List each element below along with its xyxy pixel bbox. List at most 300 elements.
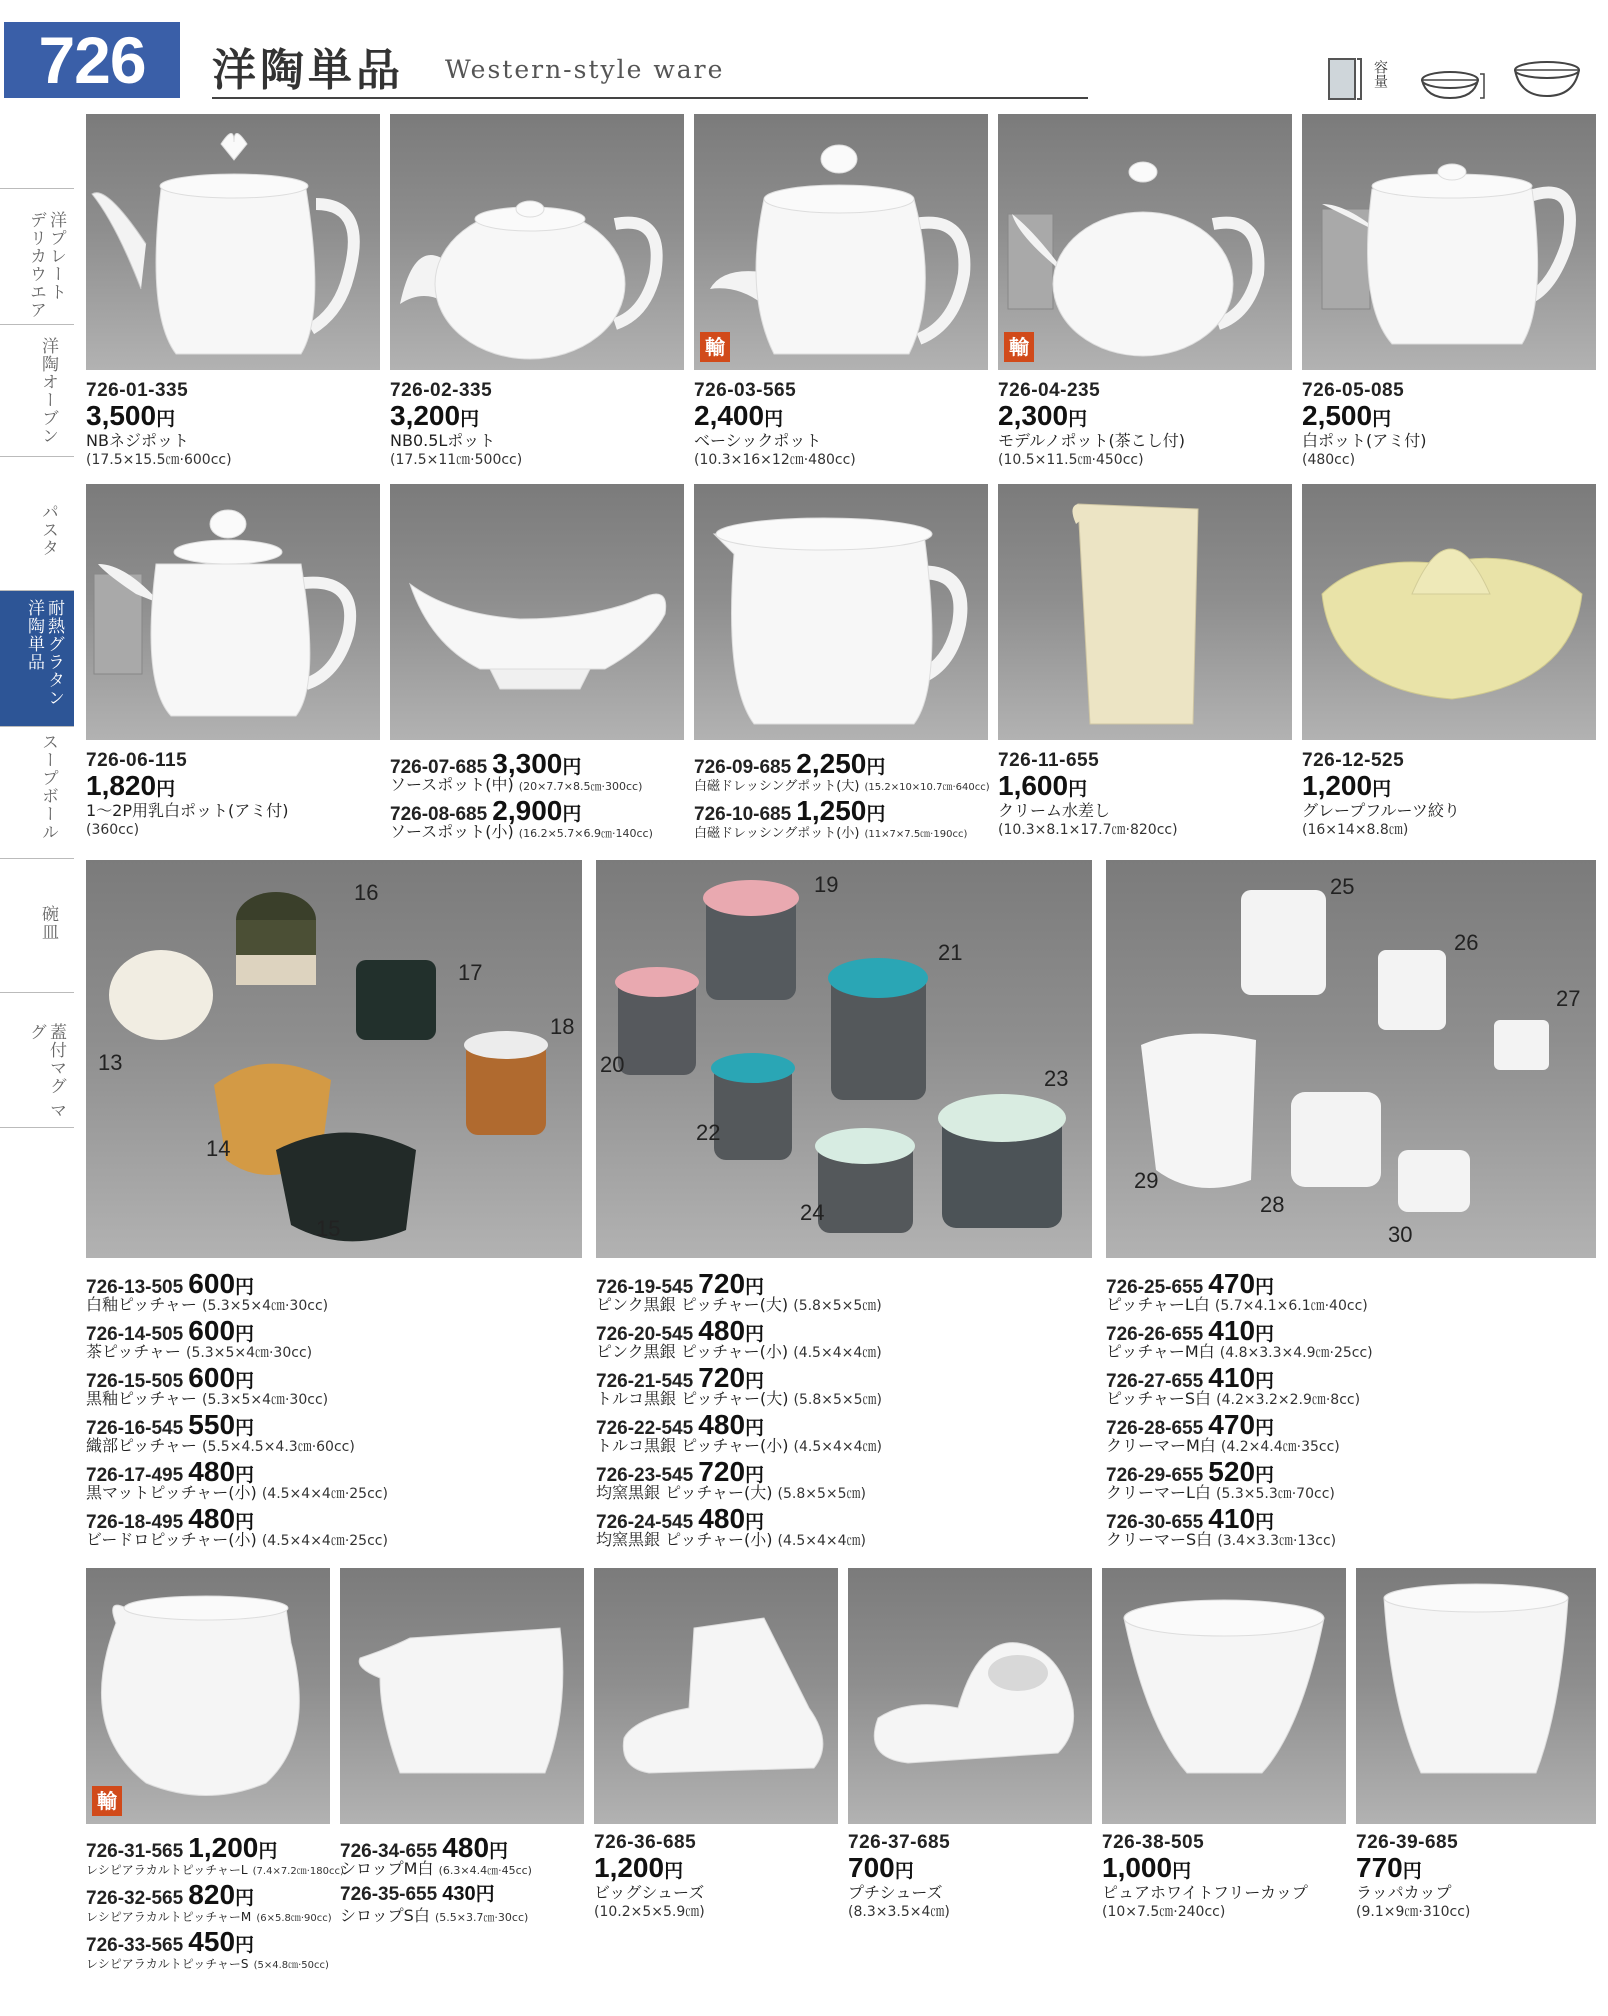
currency-unit: 円 [1255, 1512, 1275, 1533]
product-line [1106, 1503, 1373, 1534]
product-line [596, 1530, 882, 1550]
product-code: 726-22-545 [596, 1418, 694, 1439]
product-line [694, 822, 990, 842]
product-code: 726-15-505 [86, 1371, 184, 1392]
sidebar-item-pasta[interactable] [0, 456, 74, 591]
product-price: 2,900円 [492, 795, 582, 826]
product-code: 726-21-545 [596, 1371, 694, 1392]
currency-unit: 円 [1372, 779, 1392, 800]
currency-unit: 円 [235, 1935, 255, 1956]
product-photo-trumpet-cup[interactable] [1356, 1568, 1596, 1824]
currency-unit: 円 [1068, 779, 1088, 800]
product-price: 3,200円 [390, 400, 480, 431]
product-line [596, 1342, 882, 1362]
page-title: 洋陶単品 [212, 45, 404, 96]
sidebar-item-cup-saucer[interactable] [0, 858, 74, 993]
capacity-icon-label: 容量 [1372, 60, 1388, 88]
bowl-height-icon [1512, 58, 1582, 100]
product-line [86, 1832, 344, 1863]
product-spec: (5.3×5.3㎝·70cc) [1216, 1486, 1335, 1502]
product-price: 480円 [442, 1832, 509, 1863]
sidebar-item-label: 耐熱グラタン 洋陶単品 [24, 599, 64, 707]
product-code: 726-24-545 [596, 1512, 694, 1533]
product-spec: (20×7.7×8.5㎝·300cc) [518, 780, 643, 793]
product-line [86, 1859, 344, 1879]
product-line [694, 775, 990, 795]
product-photo-pitchers-13-18[interactable] [86, 860, 582, 1258]
product-name: クリーマーL白 [1106, 1483, 1211, 1502]
product-code: 726-07-685 [390, 757, 488, 778]
product-name: ビッグシューズ [594, 1883, 705, 1902]
currency-unit: 円 [1255, 1324, 1275, 1345]
product-price: 470円 [1208, 1268, 1275, 1299]
product-spec: (5.8×5×5㎝) [793, 1392, 883, 1408]
currency-unit: 円 [745, 1465, 765, 1486]
product-line [86, 1295, 388, 1315]
product-code: 726-30-655 [1106, 1512, 1204, 1533]
product-price: 480円 [698, 1409, 765, 1440]
item-number-label: 15 [316, 1216, 341, 1241]
currency-unit: 円 [1255, 1418, 1275, 1439]
currency-unit: 円 [1402, 1861, 1422, 1882]
sidebar-item-gratin[interactable] [0, 590, 74, 727]
currency-unit: 円 [1068, 409, 1088, 430]
product-code: 726-11-655 [998, 750, 1100, 771]
product-caption [1356, 1832, 1470, 1921]
product-line [596, 1315, 882, 1346]
currency-unit: 円 [235, 1512, 255, 1533]
import-badge: 輸 [92, 1786, 122, 1816]
product-name: ピッチャーL白 [1106, 1295, 1210, 1314]
product-list-25-30 [1106, 1268, 1373, 1550]
currency-unit: 円 [745, 1277, 765, 1298]
currency-unit: 円 [745, 1512, 765, 1533]
product-name: 茶ピッチャー [86, 1342, 181, 1361]
product-line [86, 1362, 388, 1393]
product-caption-group [694, 748, 990, 842]
page-subtitle: Western-style ware [445, 55, 725, 84]
product-price: 550円 [188, 1409, 255, 1440]
product-code: 726-20-545 [596, 1324, 694, 1345]
product-photo-syrup-pitcher[interactable] [340, 1568, 584, 1824]
currency-unit: 円 [1255, 1465, 1275, 1486]
item-number-label: 18 [550, 1014, 575, 1039]
product-spec: (5.3×5×4㎝·30cc) [185, 1345, 313, 1361]
product-list-13-18 [86, 1268, 388, 1550]
product-photo-big-shoes[interactable] [594, 1568, 838, 1824]
currency-unit: 円 [235, 1465, 255, 1486]
product-spec: (8.3×3.5×4㎝) [848, 1904, 950, 1920]
product-name: グレープフルーツ絞り [1302, 801, 1460, 820]
product-code: 726-31-565 [86, 1841, 184, 1862]
product-photo-cream-pitcher[interactable] [998, 484, 1292, 740]
product-line [596, 1503, 882, 1534]
product-line [390, 748, 653, 779]
product-photo-milk-white-pot[interactable] [86, 484, 380, 740]
product-name: ピュアホワイトフリーカップ [1102, 1883, 1308, 1902]
product-code: 726-16-545 [86, 1418, 184, 1439]
product-name: ソースポット(中) [390, 775, 514, 794]
currency-unit: 円 [745, 1418, 765, 1439]
product-photo-white-pot[interactable] [1302, 114, 1596, 370]
product-spec: (7.4×7.2㎝·180cc) [252, 1866, 344, 1877]
product-name: シロップM白 [340, 1859, 434, 1878]
product-photo-pitchers-25-30[interactable] [1106, 860, 1596, 1258]
product-line [1106, 1483, 1373, 1503]
product-spec: (10×7.5㎝·240cc) [1102, 1904, 1226, 1920]
product-line [86, 1906, 344, 1926]
product-spec: (5.8×5×5㎝) [777, 1486, 867, 1502]
product-spec: (5.8×5×5㎝) [793, 1298, 882, 1314]
product-caption [1302, 750, 1460, 839]
product-spec: (4.5×4×4㎝) [793, 1345, 882, 1361]
product-price: 700円 [848, 1852, 914, 1883]
product-spec: (15.2×10×10.7㎝·640cc) [864, 782, 990, 793]
product-price: 1,200円 [1302, 770, 1392, 801]
product-photo-free-cup[interactable] [1102, 1568, 1346, 1824]
item-number-label: 24 [800, 1200, 825, 1225]
product-photo-pitchers-19-24[interactable] [596, 860, 1092, 1258]
product-code: 726-25-655 [1106, 1277, 1204, 1298]
product-photo-dressing-pot[interactable] [694, 484, 988, 740]
product-code: 726-29-655 [1106, 1465, 1204, 1486]
product-spec: (4.5×4×4㎝·25cc) [261, 1486, 388, 1502]
product-line [1106, 1436, 1373, 1456]
product-code: 726-35-655 [340, 1884, 438, 1905]
product-line [1106, 1530, 1373, 1550]
product-code: 726-36-685 [594, 1832, 697, 1853]
product-name: モデルノポット(茶こし付) [998, 431, 1186, 450]
product-list-19-24 [596, 1268, 882, 1550]
title-divider [212, 97, 1088, 99]
sidebar-item-soup-bowl[interactable] [0, 726, 74, 859]
product-caption [694, 380, 856, 469]
product-price: 2,400円 [694, 400, 784, 431]
product-line [86, 1456, 388, 1487]
product-price: 450円 [188, 1926, 255, 1957]
product-caption [594, 1832, 705, 1921]
product-spec: (9.1×9㎝·310cc) [1356, 1904, 1471, 1920]
page-number: 726 [4, 22, 180, 98]
product-name: ピンク黒銀 ピッチャー(小) [596, 1342, 789, 1361]
product-photo-moderno-pot[interactable] [998, 114, 1292, 370]
product-code: 726-28-655 [1106, 1418, 1204, 1439]
currency-unit: 円 [156, 409, 176, 430]
product-price: 1,820円 [86, 770, 176, 801]
product-spec: (10.3×16×12㎝·480cc) [694, 452, 856, 468]
product-spec: (10.2×5×5.9㎝) [594, 1904, 705, 1920]
product-line [694, 795, 990, 826]
sidebar-item-label: 洋プレート デリカウエア [26, 211, 66, 319]
product-line [596, 1456, 882, 1487]
product-spec: (480cc) [1302, 452, 1356, 468]
product-price: 1,200円 [188, 1832, 278, 1863]
product-line [596, 1483, 882, 1503]
product-price: 2,250円 [796, 748, 886, 779]
product-spec: (17.5×11㎝·500cc) [390, 452, 523, 468]
product-spec: (4.5×4×4㎝·25cc) [261, 1533, 388, 1549]
product-price: 720円 [698, 1362, 765, 1393]
product-caption [86, 750, 289, 839]
product-price: 1,600円 [998, 770, 1088, 801]
product-line [86, 1483, 388, 1503]
currency-unit: 円 [562, 757, 582, 778]
currency-unit: 円 [664, 1861, 684, 1882]
product-line [1106, 1389, 1373, 1409]
product-line [596, 1436, 882, 1456]
product-photo-nb-05l-pot[interactable] [390, 114, 684, 370]
product-name: クリーマーS白 [1106, 1530, 1213, 1549]
product-line [1106, 1295, 1373, 1315]
product-name: ラッパカップ [1356, 1883, 1452, 1902]
product-price: 2,500円 [1302, 400, 1392, 431]
sidebar-item-oven[interactable] [0, 324, 74, 457]
sidebar-item-plate[interactable] [0, 188, 74, 325]
item-number-label: 20 [600, 1052, 625, 1077]
sidebar-item-label: パスタ [38, 503, 58, 557]
product-line [694, 748, 990, 779]
product-caption [998, 380, 1185, 469]
product-caption [1102, 1832, 1308, 1921]
product-code: 726-33-565 [86, 1935, 184, 1956]
item-number-label: 27 [1556, 986, 1581, 1011]
product-code: 726-09-685 [694, 757, 792, 778]
product-spec: (17.5×15.5㎝·600cc) [86, 452, 232, 468]
product-name: ピッチャーS白 [1106, 1389, 1212, 1408]
product-price: 520円 [1208, 1456, 1275, 1487]
product-caption [390, 380, 522, 469]
product-price: 600円 [188, 1315, 255, 1346]
product-photo-petit-shoes[interactable] [848, 1568, 1092, 1824]
product-line [596, 1295, 882, 1315]
product-code: 726-13-505 [86, 1277, 184, 1298]
product-spec: (4.2×3.2×2.9㎝·8cc) [1216, 1392, 1361, 1408]
sidebar-item-label: 碗皿 [38, 905, 58, 941]
product-name: プチシューズ [848, 1883, 943, 1902]
product-photo-nb-screw-pot[interactable] [86, 114, 380, 370]
product-line [86, 1926, 344, 1957]
product-photo-recipe-alacarte-pitcher[interactable] [86, 1568, 330, 1824]
product-price: 410円 [1208, 1503, 1275, 1534]
product-code: 726-14-505 [86, 1324, 184, 1345]
product-line [86, 1503, 388, 1534]
product-spec: (4.2×4.4㎝·35cc) [1220, 1439, 1340, 1455]
item-number-label: 13 [98, 1050, 123, 1075]
product-line [86, 1342, 388, 1362]
product-price: 1,000円 [1102, 1852, 1192, 1883]
product-spec: (6×5.8㎝·90cc) [256, 1913, 332, 1924]
product-name: クリーム水差し [998, 801, 1111, 820]
import-badge: 輸 [700, 332, 730, 362]
product-line [596, 1268, 882, 1299]
currency-unit: 円 [745, 1324, 765, 1345]
item-number-label: 19 [814, 872, 839, 897]
product-line [390, 795, 653, 826]
product-line [596, 1362, 882, 1393]
currency-unit: 円 [764, 409, 784, 430]
product-line [390, 775, 653, 795]
product-price: 480円 [698, 1503, 765, 1534]
product-spec: (5.3×5×4㎝·30cc) [201, 1298, 329, 1314]
product-line [86, 1409, 388, 1440]
product-name: 黒マットピッチャー(小) [86, 1483, 257, 1502]
product-code: 726-34-655 [340, 1841, 438, 1862]
product-spec: (4.5×4×4㎝) [793, 1439, 883, 1455]
product-spec: (3.4×3.3㎝·13cc) [1217, 1533, 1337, 1549]
product-spec: (5×4.8㎝·50cc) [253, 1960, 329, 1971]
item-number-label: 14 [206, 1136, 231, 1161]
product-spec: (10.3×8.1×17.7㎝·820cc) [998, 822, 1178, 838]
product-name: ソースポット(小) [390, 822, 514, 841]
product-line [1106, 1315, 1373, 1346]
product-price: 430円 [442, 1883, 495, 1905]
item-number-label: 29 [1134, 1168, 1159, 1193]
product-spec: (11×7×7.5㎝·190cc) [864, 829, 968, 840]
product-name: ビードロピッチャー(小) [86, 1530, 257, 1549]
product-code: 726-08-685 [390, 804, 488, 825]
item-number-label: 16 [354, 880, 379, 905]
product-spec: (5.3×5×4㎝·30cc) [201, 1392, 329, 1408]
item-number-label: 22 [696, 1120, 721, 1145]
product-line [340, 1832, 532, 1863]
product-price: 470円 [1208, 1409, 1275, 1440]
product-price: 3,300円 [492, 748, 582, 779]
product-line [1106, 1362, 1373, 1393]
product-code: 726-05-085 [1302, 380, 1405, 401]
product-code: 726-19-545 [596, 1277, 694, 1298]
product-name: 白釉ピッチャー [86, 1295, 197, 1314]
product-code: 726-38-505 [1102, 1832, 1205, 1853]
product-caption [86, 380, 232, 469]
currency-unit: 円 [866, 757, 886, 778]
item-number-label: 17 [458, 960, 483, 985]
product-spec: (10.5×11.5㎝·450cc) [998, 452, 1144, 468]
bowl-diameter-icon [1418, 66, 1488, 102]
product-list-34-35 [340, 1832, 532, 1926]
product-caption-group [390, 748, 653, 842]
product-line [1106, 1409, 1373, 1440]
product-price: 410円 [1208, 1362, 1275, 1393]
currency-unit: 円 [235, 1277, 255, 1298]
product-line [340, 1879, 532, 1906]
product-line [86, 1268, 388, 1299]
product-code: 726-27-655 [1106, 1371, 1204, 1392]
product-code: 726-03-565 [694, 380, 797, 401]
currency-unit: 円 [475, 1884, 495, 1905]
product-price: 410円 [1208, 1315, 1275, 1346]
product-name: ピッチャーM白 [1106, 1342, 1215, 1361]
product-name: NB0.5Lポット [390, 431, 496, 450]
currency-unit: 円 [235, 1418, 255, 1439]
item-number-label: 23 [1044, 1066, 1069, 1091]
currency-unit: 円 [1255, 1277, 1275, 1298]
product-price: 480円 [698, 1315, 765, 1346]
currency-unit: 円 [156, 779, 176, 800]
item-number-label: 28 [1260, 1192, 1285, 1217]
product-line [1106, 1268, 1373, 1299]
capacity-icon [1327, 57, 1363, 101]
product-name: レシピアラカルトピッチャーL [86, 1863, 248, 1877]
product-price: 1,200円 [594, 1852, 684, 1883]
product-price: 600円 [188, 1268, 255, 1299]
product-list-31-33 [86, 1832, 344, 1973]
product-spec: (5.7×4.1×6.1㎝·40cc) [1214, 1298, 1368, 1314]
product-name: 1～2P用乳白ポット(アミ付) [86, 801, 289, 820]
item-number-label: 30 [1388, 1222, 1413, 1247]
product-price: 720円 [698, 1456, 765, 1487]
product-line [340, 1906, 532, 1926]
product-name: 黒釉ピッチャー [86, 1389, 197, 1408]
currency-unit: 円 [258, 1841, 278, 1862]
product-spec: (4.5×4×4㎝) [777, 1533, 867, 1549]
product-caption [998, 750, 1178, 839]
product-line [86, 1389, 388, 1409]
product-price: 820円 [188, 1879, 255, 1910]
product-price: 3,500円 [86, 400, 176, 431]
product-code: 726-12-525 [1302, 750, 1405, 771]
product-photo-sauce-pot[interactable] [390, 484, 684, 740]
product-price: 1,250円 [796, 795, 886, 826]
product-spec: (6.3×4.4㎝·45cc) [438, 1864, 532, 1877]
sidebar-item-label: 蓋付マグ マグ [26, 1023, 66, 1120]
product-photo-basic-pot[interactable] [694, 114, 988, 370]
item-number-label: 25 [1330, 874, 1355, 899]
product-price: 2,300円 [998, 400, 1088, 431]
product-name: レシピアラカルトピッチャーM [86, 1910, 252, 1924]
product-caption [848, 1832, 950, 1921]
product-line [1106, 1342, 1373, 1362]
product-code: 726-39-685 [1356, 1832, 1459, 1853]
currency-unit: 円 [1255, 1371, 1275, 1392]
product-name: 白磁ドレッシングポット(大) [694, 779, 860, 794]
product-code: 726-37-685 [848, 1832, 951, 1853]
product-spec: (5.5×3.7㎝·30cc) [434, 1911, 529, 1924]
currency-unit: 円 [745, 1371, 765, 1392]
currency-unit: 円 [489, 1841, 509, 1862]
product-line [596, 1389, 882, 1409]
product-code: 726-23-545 [596, 1465, 694, 1486]
product-name: トルコ黒銀 ピッチャー(大) [596, 1389, 789, 1408]
currency-unit: 円 [562, 804, 582, 825]
product-name: 織部ピッチャー [86, 1436, 197, 1455]
product-photo-grapefruit-squeezer[interactable] [1302, 484, 1596, 740]
product-code: 726-10-685 [694, 804, 792, 825]
product-line [86, 1879, 344, 1910]
product-spec: (16.2×5.7×6.9㎝·140cc) [518, 827, 653, 840]
currency-unit: 円 [235, 1888, 255, 1909]
import-badge: 輸 [1004, 332, 1034, 362]
product-price: 720円 [698, 1268, 765, 1299]
product-price: 480円 [188, 1503, 255, 1534]
product-name: 白ポット(アミ付) [1302, 431, 1427, 450]
currency-unit: 円 [235, 1371, 255, 1392]
product-line [390, 822, 653, 842]
product-name: シロップS白 [340, 1906, 430, 1925]
product-name: レシピアラカルトピッチャーS [86, 1957, 249, 1971]
product-name: ベーシックポット [694, 431, 822, 450]
product-code: 726-02-335 [390, 380, 493, 401]
product-name: 白磁ドレッシングポット(小) [694, 826, 860, 841]
currency-unit: 円 [1172, 1861, 1192, 1882]
currency-unit: 円 [460, 409, 480, 430]
product-name: トルコ黒銀 ピッチャー(小) [596, 1436, 789, 1455]
product-code: 726-04-235 [998, 380, 1101, 401]
product-spec: (360cc) [86, 822, 140, 838]
product-code: 726-17-495 [86, 1465, 184, 1486]
product-code: 726-32-565 [86, 1888, 184, 1909]
sidebar-item-mug[interactable] [0, 992, 74, 1128]
item-number-label: 21 [938, 940, 963, 965]
